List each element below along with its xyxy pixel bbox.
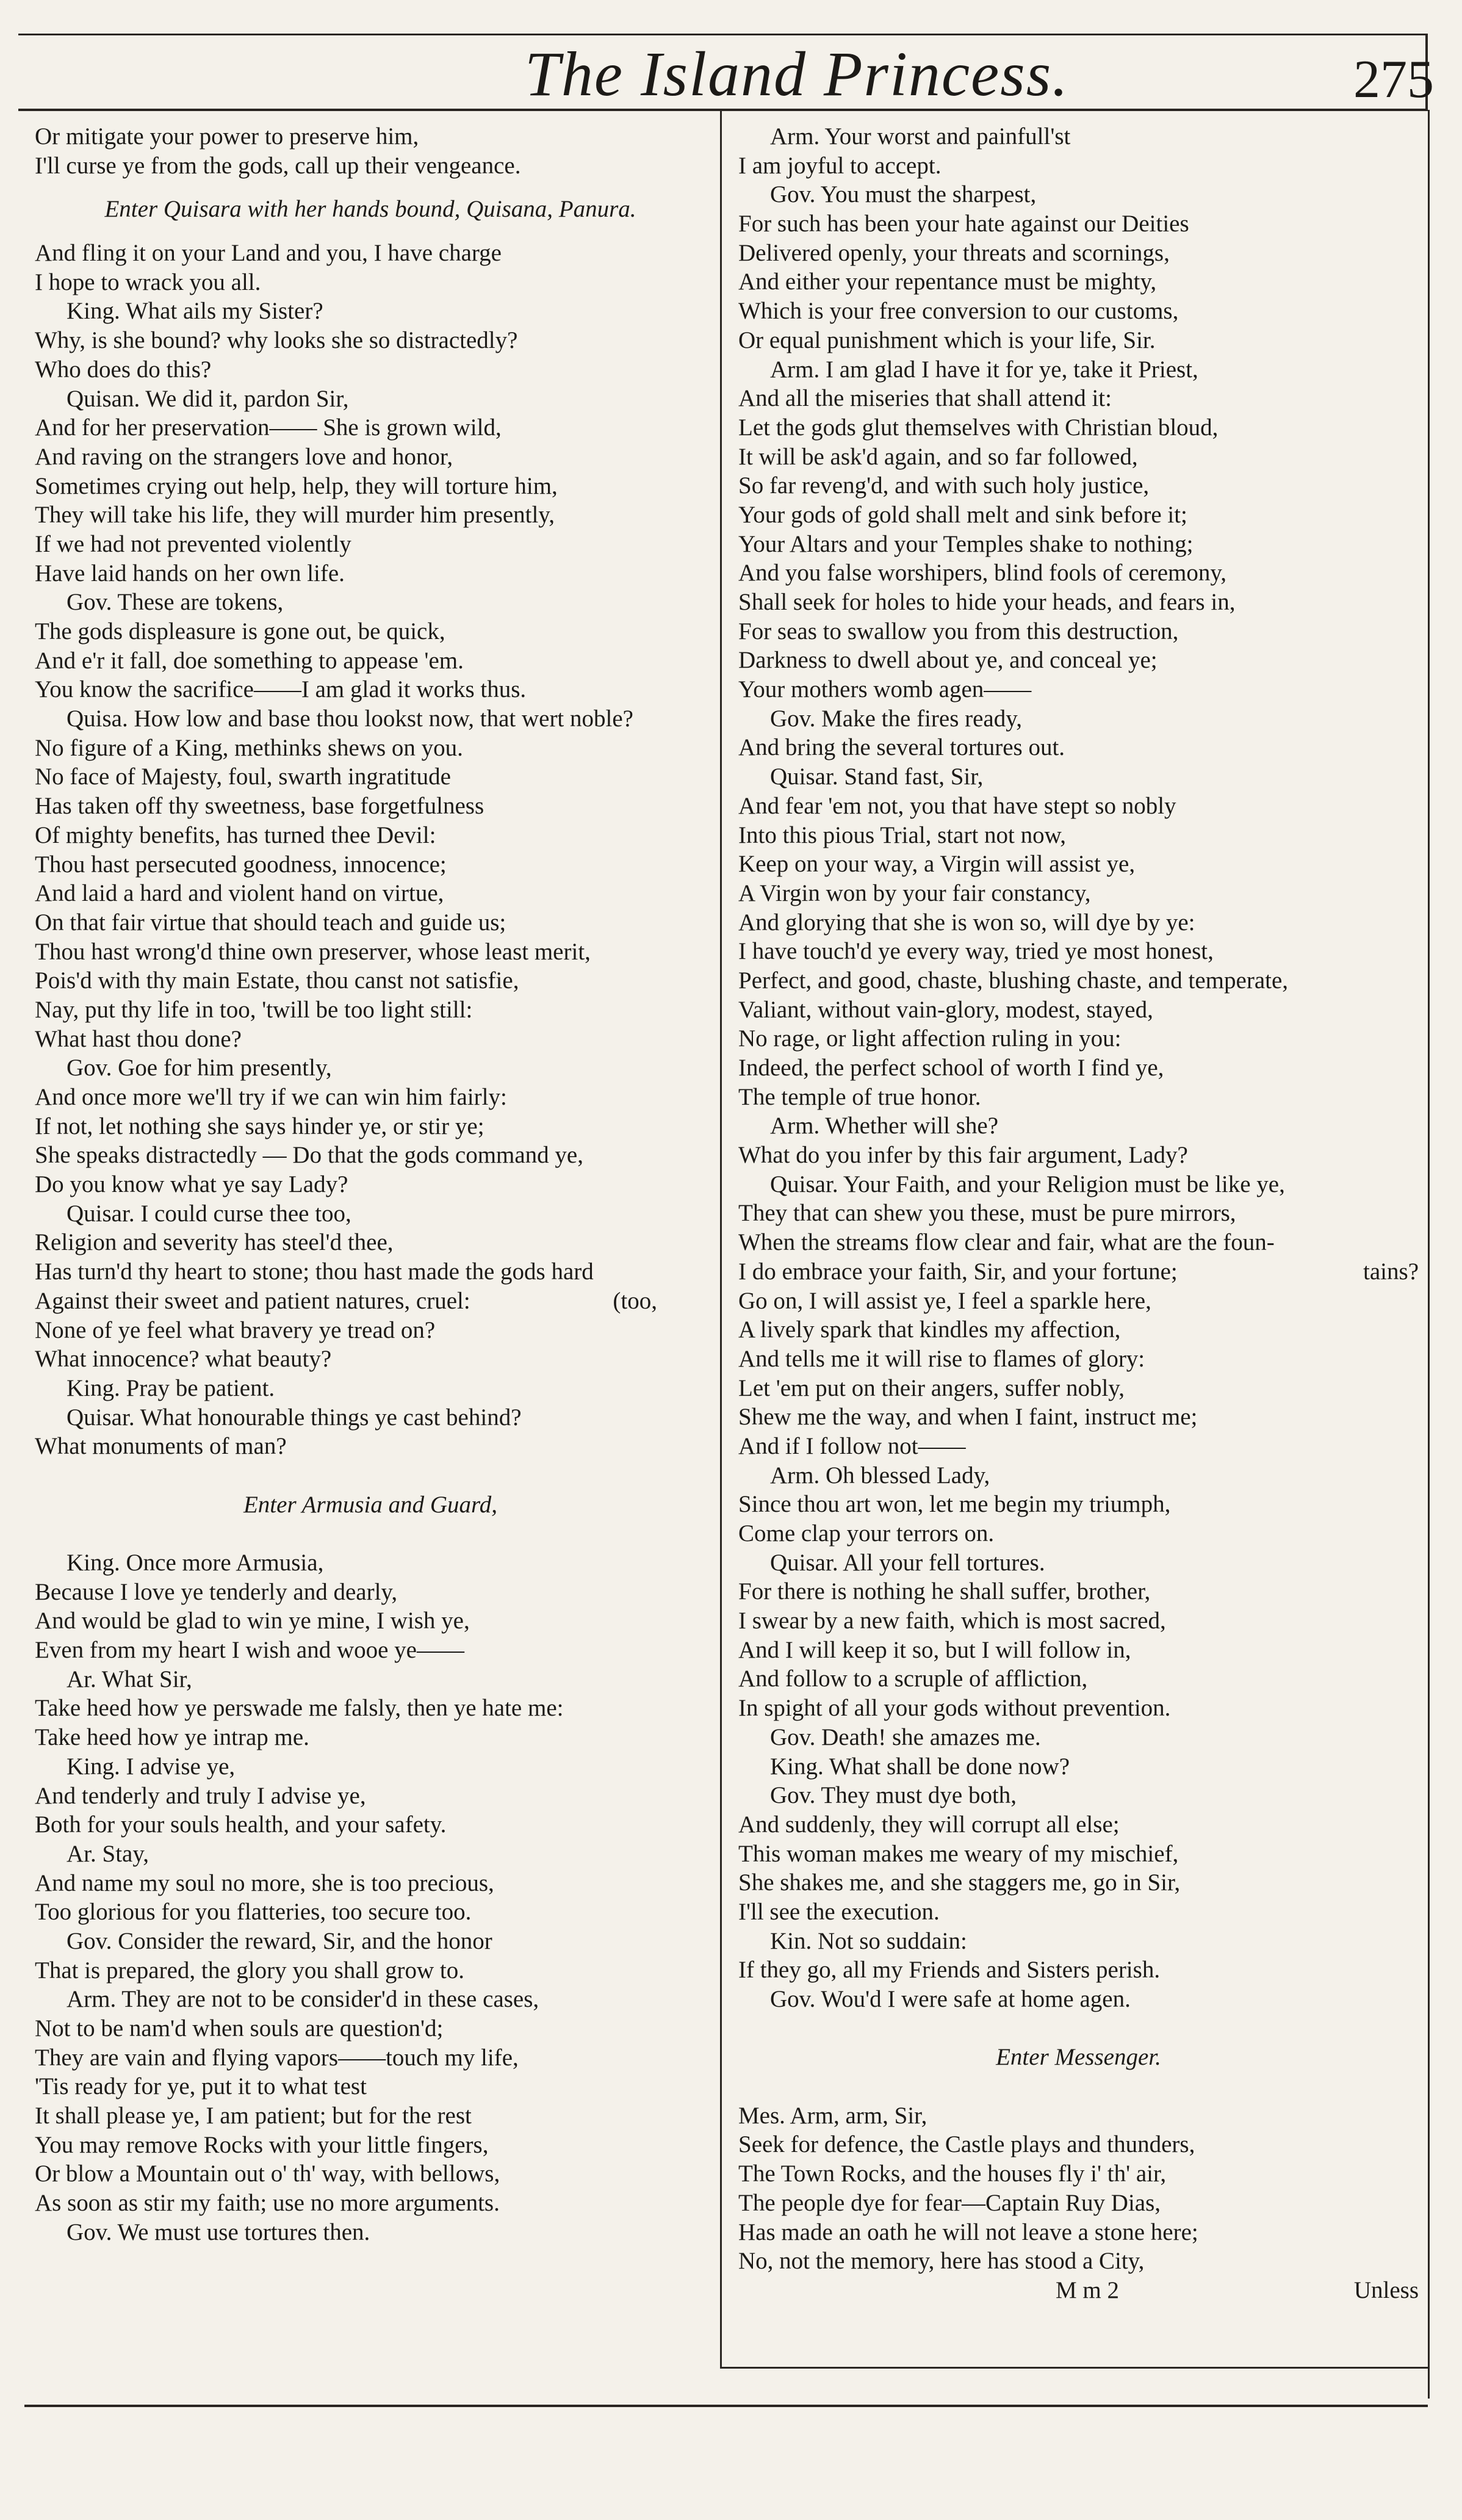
turnover-fragment: tains? <box>1363 1258 1419 1285</box>
text-line: Which is your free conversion to our customs, <box>738 298 1179 325</box>
text-line: No face of Majesty, foul, swarth ingratitude <box>35 764 451 790</box>
text-line: For seas to swallow you from this destruction, <box>738 618 1179 644</box>
catchword: Unless <box>1353 2276 1419 2303</box>
text-line: Pois'd with thy main Estate, thou canst not satisfie, <box>35 967 519 994</box>
text-line: And for her preservation—— She is grown wild, <box>35 414 502 441</box>
text-line <box>738 1257 1419 1287</box>
left-text-column <box>35 122 706 2362</box>
text-line: Valiant, without vain-glory, modest, stayed, <box>738 996 1153 1023</box>
text-line: You may remove Rocks with your little fingers, <box>35 2131 489 2158</box>
text-line: Why, is she bound? why looks she so distractedly? <box>35 327 518 354</box>
text-line: Delivered openly, your threats and scornings, <box>738 239 1170 266</box>
footer-line <box>738 2276 1419 2305</box>
text-line: Has turn'd thy heart to stone; thou hast made the gods hard <box>35 1258 594 1285</box>
text-line: Let the gods glut themselves with Christian bloud, <box>738 414 1219 441</box>
text-line: Have laid hands on her own life. <box>35 560 345 587</box>
text-line: Has taken off thy sweetness, base forgetfulness <box>35 793 484 820</box>
text-line: For such has been your hate against our Deities <box>738 211 1189 237</box>
text-line: This woman makes me weary of my mischief, <box>738 1840 1179 1867</box>
speech-line: Ar. What Sir, <box>67 1666 192 1692</box>
text-line: I'll see the execution. <box>738 1898 940 1925</box>
text-line: Religion and severity has steel'd thee, <box>35 1229 394 1256</box>
text-line: They that can shew you these, must be pure mirrors, <box>738 1200 1236 1227</box>
text-line: I'll curse ye from the gods, call up their vengeance. <box>35 152 521 179</box>
speech-line: Quisan. We did it, pardon Sir, <box>67 385 349 412</box>
text-line: Shew me the way, and when I faint, instruct me; <box>738 1404 1198 1431</box>
speech-line: Arm. Whether will she? <box>770 1113 999 1139</box>
right-text-column <box>738 122 1419 2362</box>
text-line: They will take his life, they will murder him presently, <box>35 502 555 529</box>
text-line-main: Against their sweet and patient natures, cruel: <box>35 1287 470 1314</box>
text-line: And fear 'em not, you that have stept so nobly <box>738 792 1176 819</box>
running-title: The Island Princess. <box>525 39 1070 109</box>
text-line: For there is nothing he shall suffer, brother, <box>738 1578 1151 1605</box>
text-line: A Virgin won by your fair constancy, <box>738 879 1091 906</box>
text-line: Take heed how ye perswade me falsly, then ye hate me: <box>35 1695 564 1722</box>
text-line: And I will keep it so, but I will follow in, <box>738 1636 1131 1663</box>
text-line: Perfect, and good, chaste, blushing chaste, and temperate, <box>738 967 1289 994</box>
text-line: She speaks distractedly — Do that the gods command ye, <box>35 1142 583 1169</box>
speech-line: Quisar. Your Faith, and your Religion must be like ye, <box>770 1171 1285 1197</box>
text-line: Even from my heart I wish and wooe ye—— <box>35 1637 464 1664</box>
speech-line: Kin. Not so suddain: <box>770 1927 967 1954</box>
text-line: Seek for defence, the Castle plays and thunders, <box>738 2131 1195 2158</box>
stage-direction: Enter Messenger. <box>996 2044 1161 2071</box>
text-line-main: I do embrace your faith, Sir, and your fortune; <box>738 1258 1178 1285</box>
text-line: The people dye for fear—Captain Ruy Dias, <box>738 2189 1161 2216</box>
text-line: I swear by a new faith, which is most sacred, <box>738 1608 1166 1634</box>
text-line: Of mighty benefits, has turned thee Devil: <box>35 821 436 848</box>
speech-line: Arm. Oh blessed Lady, <box>770 1462 990 1489</box>
text-line: Your Altars and your Temples shake to nothing; <box>738 530 1194 557</box>
text-line: And if I follow not—— <box>738 1432 966 1459</box>
text-line: Who does do this? <box>35 356 212 383</box>
speech-line: Gov. Death! she amazes me. <box>770 1724 1041 1750</box>
bottom-rule <box>24 2405 1428 2407</box>
text-line: The Town Rocks, and the houses fly i' th' air, <box>738 2161 1167 2187</box>
text-line: Or blow a Mountain out o' th' way, with bellows, <box>35 2161 500 2187</box>
text-line: And follow to a scruple of affliction, <box>738 1666 1088 1692</box>
text-line: And name my soul no more, she is too precious, <box>35 1869 494 1896</box>
text-line: That is prepared, the glory you shall grow to. <box>35 1957 464 1984</box>
text-line: In spight of all your gods without prevention. <box>738 1695 1171 1722</box>
text-line: Mes. Arm, arm, Sir, <box>738 2102 927 2129</box>
speech-line: Quisar. I could curse thee too, <box>67 1200 351 1227</box>
text-line: And you false worshipers, blind fools of ceremony, <box>738 560 1227 587</box>
text-line: She shakes me, and she staggers me, go in Sir, <box>738 1869 1181 1896</box>
speech-line: Quisar. Stand fast, Sir, <box>770 764 984 790</box>
speech-line: King. Pray be patient. <box>67 1374 275 1401</box>
speech-line: Gov. These are tokens, <box>67 589 284 616</box>
text-line: Let 'em put on their angers, suffer nobly, <box>738 1374 1125 1401</box>
text-line: So far reveng'd, and with such holy justice, <box>738 472 1150 499</box>
speech-line: Gov. Goe for him presently, <box>67 1055 332 1081</box>
speech-line: Gov. We must use tortures then. <box>67 2219 370 2245</box>
text-line: And bring the several tortures out. <box>738 734 1065 761</box>
text-line: Or mitigate your power to preserve him, <box>35 123 419 150</box>
text-line: What hast thou done? <box>35 1025 242 1052</box>
speech-line: Arm. I am glad I have it for ye, take it Priest, <box>770 356 1198 383</box>
text-line: Since thou art won, let me begin my triumph, <box>738 1491 1171 1518</box>
text-line: Your gods of gold shall melt and sink before it; <box>738 501 1187 528</box>
text-line: Indeed, the perfect school of worth I find ye, <box>738 1055 1164 1081</box>
text-line: Not to be nam'd when souls are question'd; <box>35 2015 444 2042</box>
text-line <box>35 1287 706 1316</box>
text-line: Your mothers womb agen—— <box>738 676 1032 703</box>
text-line: Because I love ye tenderly and dearly, <box>35 1578 398 1605</box>
text-line: Into this pious Trial, start not now, <box>738 821 1067 848</box>
text-line: And once more we'll try if we can win him fairly: <box>35 1084 507 1110</box>
speech-line: Gov. You must the sharpest, <box>770 181 1037 208</box>
signature-mark: M m 2 <box>1056 2276 1120 2303</box>
text-line: I hope to wrack you all. <box>35 269 261 295</box>
text-line: A lively spark that kindles my affection, <box>738 1316 1121 1343</box>
text-line: Do you know what ye say Lady? <box>35 1171 348 1198</box>
speech-line: Gov. Consider the reward, Sir, and the honor <box>67 1927 492 1954</box>
text-line: And tenderly and truly I advise ye, <box>35 1782 366 1809</box>
text-line: Thou hast wrong'd thine own preserver, whose least merit, <box>35 938 591 965</box>
text-line: Shall seek for holes to hide your heads, and fears in, <box>738 589 1236 615</box>
speech-line: King. Once more Armusia, <box>67 1550 324 1576</box>
text-line: Thou hast persecuted goodness, innocence; <box>35 851 447 878</box>
text-line: The temple of true honor. <box>738 1083 981 1110</box>
text-line: 'Tis ready for ye, put it to what test <box>35 2073 367 2100</box>
text-line: And would be glad to win ye mine, I wish ye, <box>35 1608 470 1634</box>
text-line: If we had not prevented violently <box>35 530 351 557</box>
speech-line: King. What ails my Sister? <box>67 298 323 325</box>
text-line: It will be ask'd again, and so far followed, <box>738 443 1138 470</box>
speech-line: Arm. Your worst and painfull'st <box>770 123 1071 150</box>
text-line: What innocence? what beauty? <box>35 1346 332 1373</box>
text-line: Too glorious for you flatteries, too secure too. <box>35 1899 472 1926</box>
stage-direction: Enter Armusia and Guard, <box>243 1491 497 1518</box>
speech-line: Quisar. All your fell tortures. <box>770 1549 1045 1576</box>
speech-line: Gov. Make the fires ready, <box>770 705 1022 732</box>
text-line: And tells me it will rise to flames of glory: <box>738 1345 1145 1372</box>
speech-line: King. I advise ye, <box>67 1753 236 1780</box>
text-line: Take heed how ye intrap me. <box>35 1724 309 1751</box>
text-line: They are vain and flying vapors——touch my life, <box>35 2044 519 2071</box>
header-rule-top <box>18 34 1428 35</box>
text-line: And laid a hard and violent hand on virtue, <box>35 880 444 907</box>
text-line: Nay, put thy life in too, 'twill be too light still: <box>35 996 473 1023</box>
text-line: No rage, or light affection ruling in you: <box>738 1025 1122 1052</box>
page-number: 275 <box>1353 50 1434 109</box>
text-line: What do you infer by this fair argument, Lady? <box>738 1142 1188 1169</box>
speech-line: Ar. Stay, <box>67 1840 149 1867</box>
speech-line: Gov. They must dye both, <box>770 1782 1017 1809</box>
text-line: Keep on your way, a Virgin will assist ye, <box>738 851 1136 878</box>
text-line: The gods displeasure is gone out, be quick, <box>35 618 445 644</box>
text-line: No figure of a King, methinks shews on you. <box>35 734 463 761</box>
text-line: Darkness to dwell about ye, and conceal ye; <box>738 647 1158 674</box>
text-line: And fling it on your Land and you, I have charge <box>35 240 502 267</box>
text-line: Go on, I will assist ye, I feel a sparkle here, <box>738 1287 1151 1314</box>
text-line: And glorying that she is won so, will dye by ye: <box>738 909 1195 936</box>
text-line: As soon as stir my faith; use no more arguments. <box>35 2190 500 2217</box>
text-line: Or equal punishment which is your life, Sir. <box>738 327 1156 353</box>
text-line: When the streams flow clear and fair, what are the foun- <box>738 1229 1275 1256</box>
text-line: If they go, all my Friends and Sisters perish. <box>738 1957 1161 1984</box>
right-border <box>1428 110 1430 2399</box>
column-divider <box>720 110 722 2368</box>
text-line: I am joyful to accept. <box>738 152 942 179</box>
text-line: No, not the memory, here has stood a City, <box>738 2248 1145 2275</box>
speech-line: Arm. They are not to be consider'd in these cases, <box>67 1986 539 2013</box>
turnover-fragment: (too, <box>613 1287 657 1314</box>
text-line: And either your repentance must be mighty, <box>738 269 1157 295</box>
stage-direction: Enter Quisara with her hands bound, Quisana, Panura. <box>104 196 636 223</box>
speech-line: Gov. Wou'd I were safe at home agen. <box>770 1986 1131 2012</box>
speech-line: Quisa. How low and base thou lookst now, that wert noble? <box>67 706 633 732</box>
speech-line: King. What shall be done now? <box>770 1753 1070 1780</box>
text-line: Has made an oath he will not leave a stone here; <box>738 2219 1198 2245</box>
text-line: Both for your souls health, and your safety. <box>35 1811 447 1838</box>
text-line: And all the miseries that shall attend it: <box>738 385 1112 412</box>
text-line: It shall please ye, I am patient; but for the rest <box>35 2103 472 2129</box>
text-line: What monuments of man? <box>35 1433 287 1460</box>
text-line: If not, let nothing she says hinder ye, or stir ye; <box>35 1113 484 1139</box>
text-line: Sometimes crying out help, help, they will torture him, <box>35 472 558 499</box>
text-line: I have touch'd ye every way, tried ye most honest, <box>738 938 1214 965</box>
text-line: Come clap your terrors on. <box>738 1520 995 1547</box>
bottom-rule-inner <box>720 2367 1429 2369</box>
speech-line: Quisar. What honourable things ye cast behind? <box>67 1404 522 1431</box>
text-line: On that fair virtue that should teach and guide us; <box>35 909 506 936</box>
text-line: And e'r it fall, doe something to appease 'em. <box>35 647 464 674</box>
text-line: And suddenly, they will corrupt all else; <box>738 1811 1120 1838</box>
text-line: You know the sacrifice——I am glad it works thus. <box>35 676 527 703</box>
text-line: And raving on the strangers love and honor, <box>35 443 453 470</box>
text-line: None of ye feel what bravery ye tread on? <box>35 1316 436 1343</box>
